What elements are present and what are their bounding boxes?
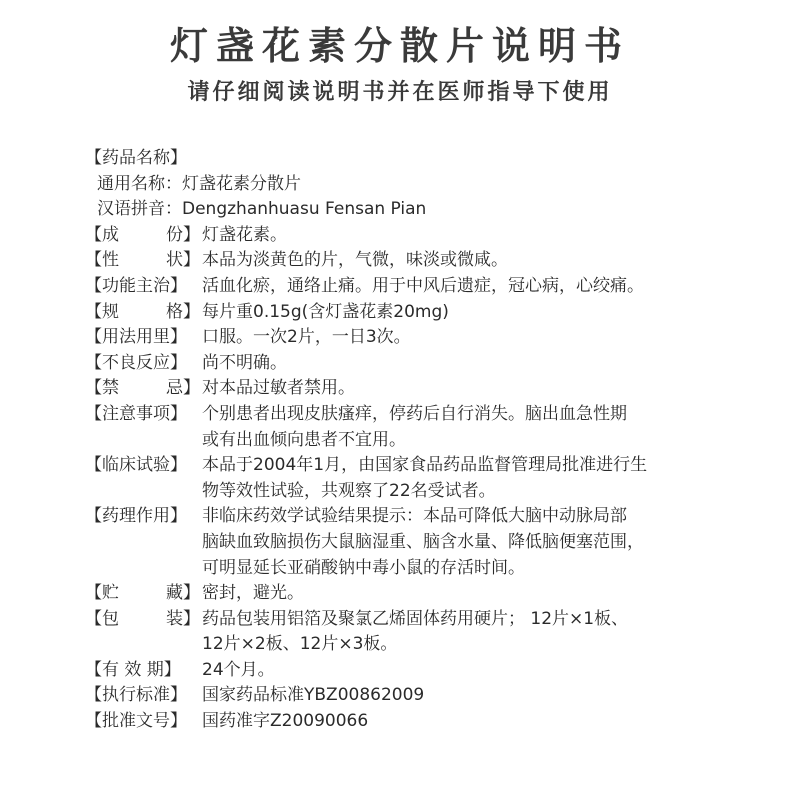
section-ingredients [85,223,725,249]
section-standard [85,683,725,709]
section-value: 每片重0.15g(含灯盏花素20mg) [202,301,449,322]
section-label: 【批准文号】 [85,711,187,732]
label-left: 【规 [85,301,119,322]
section-label: 【用法用里】 [85,327,187,348]
label-right: 藏】 [166,583,200,604]
value-line: 药品包装用铝箔及聚氯乙烯固体药用硬片； 12片×1板、 [202,608,629,629]
section-value: 本品为淡黄色的片，气微，味淡或微咸。 [202,250,508,271]
section-storage [85,581,725,607]
section-indications [85,274,725,300]
section-label: 【药理作用】 [85,506,187,527]
generic-name-label: 通用名称： [97,173,182,194]
value-line: 或有出血倾向患者不宜用。 [202,429,406,450]
value-line: 个别患者出现皮肤瘙痒，停药后自行消失。脑出血急性期 [202,403,627,424]
label-left: 【成 [85,224,119,245]
section-value: 口服。一次2片，一日3次。 [202,327,411,348]
label-right: 格】 [166,301,200,322]
value-line: 非临床药效学试验结果提示：本品可降低大脑中动脉局部 [202,506,627,527]
label-left: 【禁 [85,378,119,399]
section-value: 密封，避光。 [202,583,304,604]
section-drug-name [85,146,725,172]
section-label: 【功能主治】 [85,275,187,296]
value-line: 可明显延长亚硝酸钠中毒小鼠的存活时间。 [202,557,525,578]
label-left: 【包 [85,608,119,629]
section-dosage [85,325,725,351]
label-right: 忌】 [166,378,200,399]
section-label [85,581,200,607]
section-value: 对本品过敏者禁用。 [202,378,355,399]
section-value: 国家药品标准YBZ00862009 [202,685,425,706]
section-label [85,376,200,402]
section-value: 灯盏花素。 [202,224,287,245]
section-label: 【有 效 期】 [85,659,181,680]
section-specification [85,300,725,326]
pinyin-label: 汉语拼音： [97,199,182,220]
section-value [200,504,725,581]
section-shelf-life [85,658,725,684]
section-label: 【执行标准】 [85,685,187,706]
label-right: 份】 [166,224,200,245]
section-value [200,607,725,658]
section-label: 【注意事项】 [85,403,187,424]
pinyin-row [85,197,725,223]
value-line: 物等效性试验，共观察了22名受试者。 [202,480,496,501]
document-title: 灯盏花素分散片说明书 [169,24,630,68]
label-left: 【贮 [85,583,119,604]
section-approval-number [85,709,725,735]
generic-name-row [85,172,725,198]
leaflet-content [85,146,725,735]
section-label [85,248,200,274]
section-value [200,402,725,453]
pinyin-value: Dengzhanhuasu Fensan Pian [182,199,427,220]
value-line: 12片×2板、12片×3板。 [202,634,398,655]
section-value: 24个月。 [202,659,275,680]
value-line: 脑缺血致脑损伤大鼠脑湿重、脑含水量、降低脑便塞范围， [202,531,644,552]
section-precautions [85,402,725,453]
section-value [200,453,725,504]
label-right: 状】 [166,250,200,271]
section-label [85,223,200,249]
section-label [85,300,200,326]
section-label: 【临床试验】 [85,455,187,476]
section-value: 活血化瘀，通络止痛。用于中风后遗症，冠心病，心绞痛。 [202,275,644,296]
section-value: 国药准字Z20090066 [202,711,369,732]
label-right: 装】 [166,608,200,629]
section-label: 【药品名称】 [85,148,187,168]
section-value: 尚不明确。 [202,352,287,373]
section-label [85,607,200,633]
value-line: 本品于2004年1月，由国家食品药品监督管理局批准进行生 [202,455,648,476]
section-pharmacology [85,504,725,581]
document-subtitle: 请仔细阅读说明书并在医师指导下使用 [187,80,613,105]
label-left: 【性 [85,250,119,271]
section-label: 【不良反应】 [85,352,187,373]
generic-name-value: 灯盏花素分散片 [182,173,301,194]
section-description [85,248,725,274]
section-packaging [85,607,725,658]
section-clinical-trials [85,453,725,504]
section-adverse-reactions [85,351,725,377]
section-contraindications [85,376,725,402]
